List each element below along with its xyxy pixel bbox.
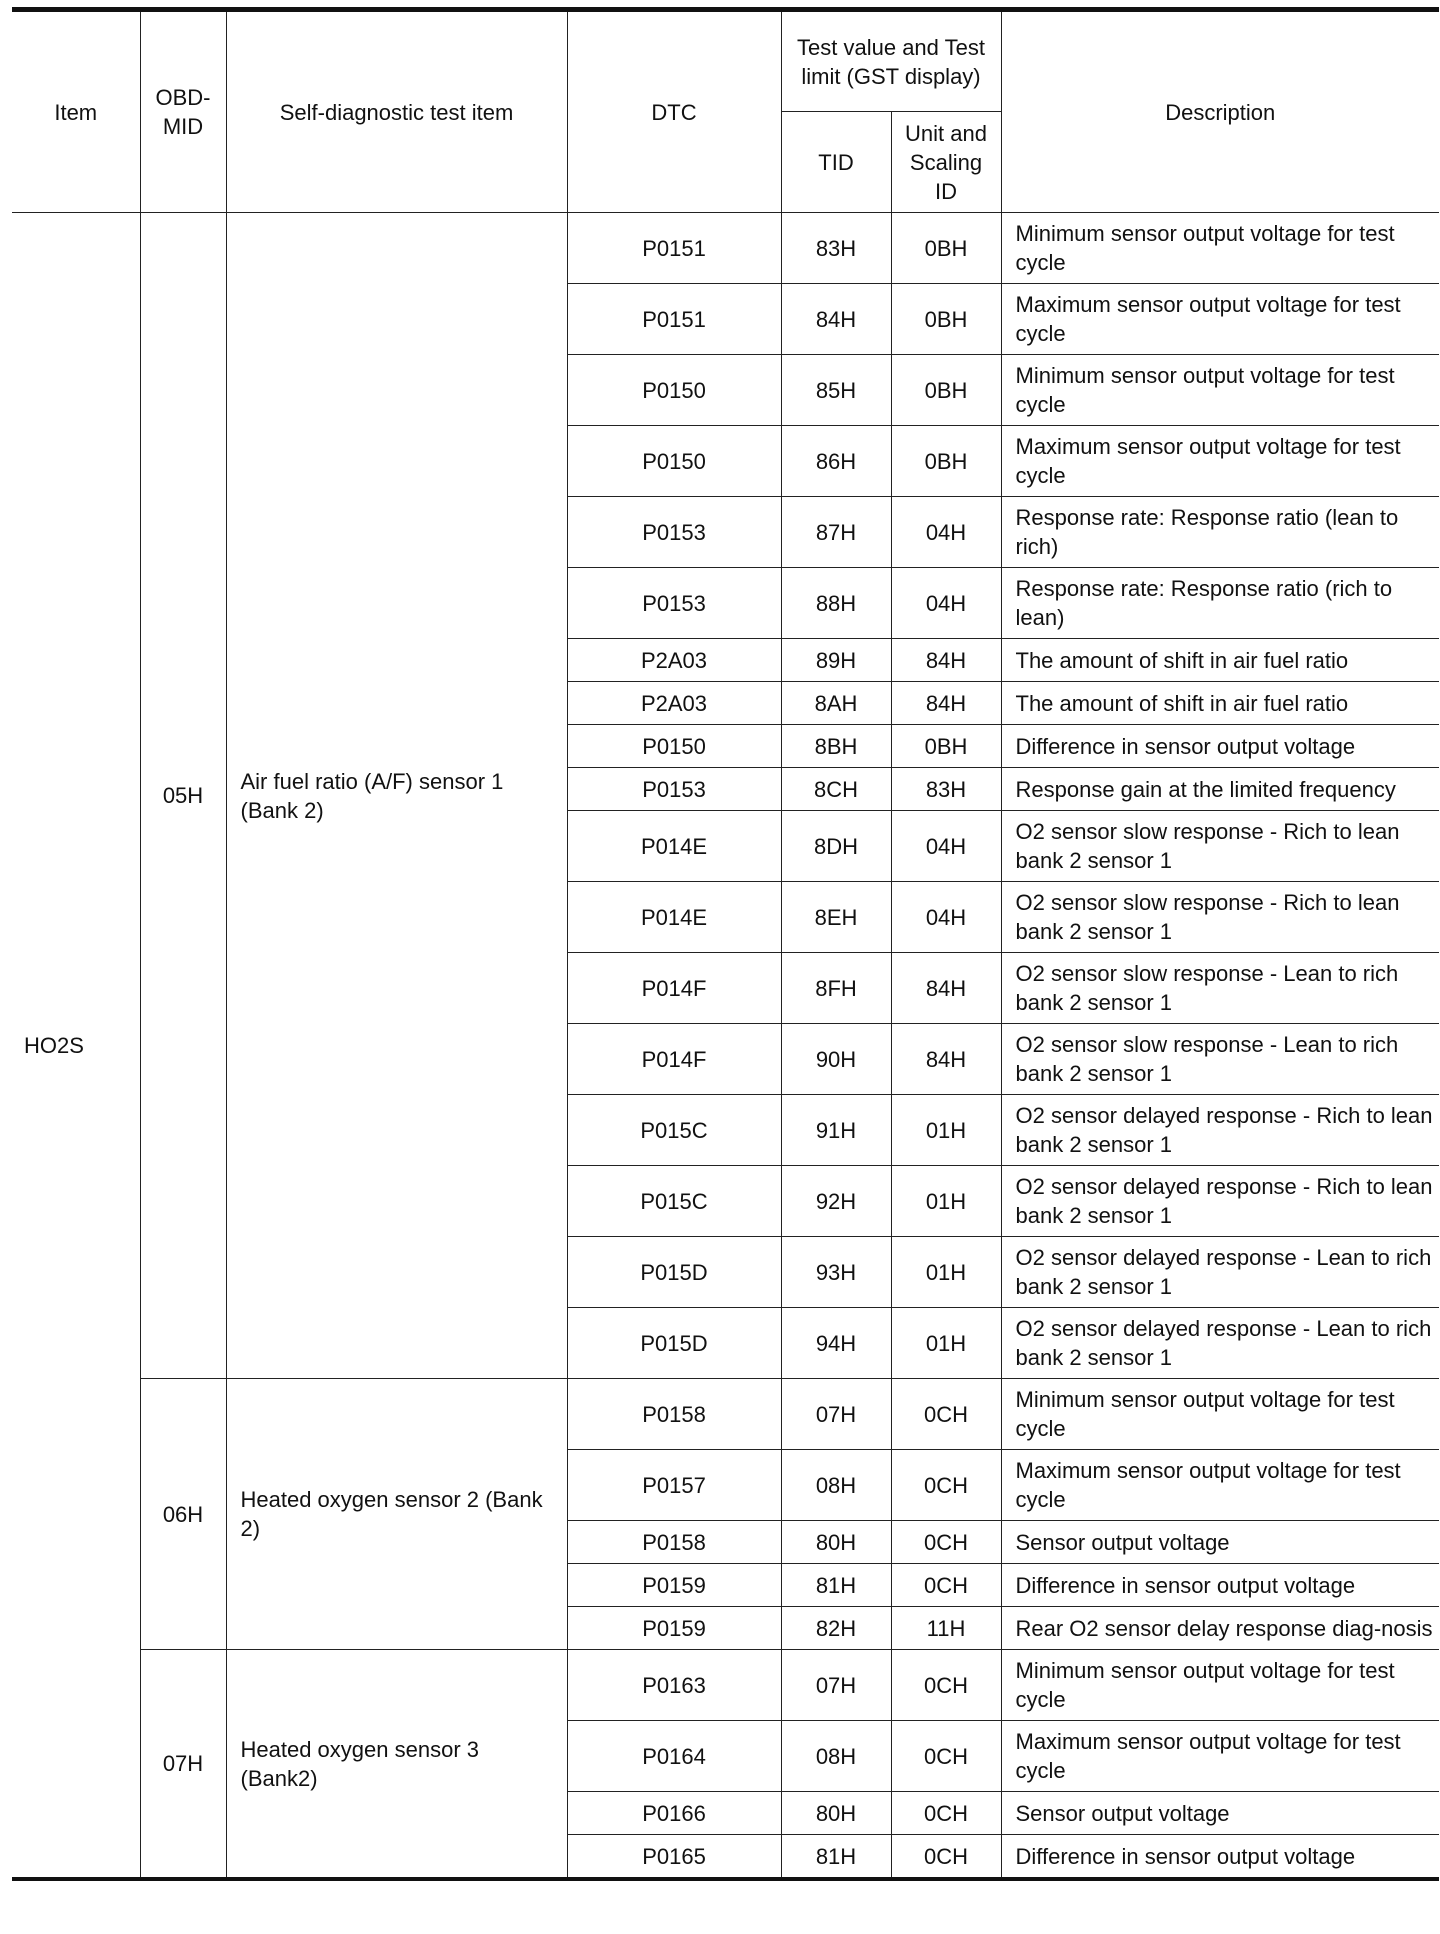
description-cell: Maximum sensor output voltage for test cycle [1001, 284, 1439, 355]
unit-scaling-cell: 84H [891, 1024, 1001, 1095]
dtc-cell: P015D [567, 1308, 781, 1379]
dtc-cell: P0151 [567, 213, 781, 284]
description-cell: Maximum sensor output voltage for test cycle [1001, 1721, 1439, 1792]
tid-cell: 8BH [781, 725, 891, 768]
obd-mid-cell: 05H [140, 213, 226, 1379]
dtc-cell: P0150 [567, 725, 781, 768]
unit-scaling-cell: 01H [891, 1237, 1001, 1308]
tid-cell: 84H [781, 284, 891, 355]
description-cell: O2 sensor delayed response - Rich to lean bank 2 sensor 1 [1001, 1095, 1439, 1166]
tid-cell: 8EH [781, 882, 891, 953]
dtc-cell: P0150 [567, 426, 781, 497]
description-cell: The amount of shift in air fuel ratio [1001, 682, 1439, 725]
tid-cell: 80H [781, 1792, 891, 1835]
dtc-cell: P0153 [567, 768, 781, 811]
unit-scaling-cell: 04H [891, 811, 1001, 882]
description-cell: Sensor output voltage [1001, 1792, 1439, 1835]
description-cell: Sensor output voltage [1001, 1521, 1439, 1564]
unit-scaling-cell: 04H [891, 568, 1001, 639]
header-tid: TID [781, 112, 891, 213]
description-cell: Minimum sensor output voltage for test cycle [1001, 1650, 1439, 1721]
description-cell: Rear O2 sensor delay response diag-nosis [1001, 1607, 1439, 1650]
test-item-cell: Heated oxygen sensor 2 (Bank 2) [226, 1379, 567, 1650]
description-cell: O2 sensor slow response - Lean to rich bank 2 sensor 1 [1001, 1024, 1439, 1095]
tid-cell: 92H [781, 1166, 891, 1237]
table-header [12, 10, 1439, 213]
test-item-cell: Heated oxygen sensor 3 (Bank2) [226, 1650, 567, 1880]
item-cell: HO2S [12, 213, 140, 1880]
unit-scaling-cell: 01H [891, 1095, 1001, 1166]
dtc-cell: P014E [567, 811, 781, 882]
dtc-cell: P0151 [567, 284, 781, 355]
tid-cell: 08H [781, 1450, 891, 1521]
dtc-cell: P0163 [567, 1650, 781, 1721]
tid-cell: 82H [781, 1607, 891, 1650]
dtc-cell: P2A03 [567, 682, 781, 725]
tid-cell: 88H [781, 568, 891, 639]
unit-scaling-cell: 0CH [891, 1792, 1001, 1835]
description-cell: The amount of shift in air fuel ratio [1001, 639, 1439, 682]
dtc-cell: P015C [567, 1095, 781, 1166]
tid-cell: 07H [781, 1379, 891, 1450]
dtc-cell: P015C [567, 1166, 781, 1237]
header-item: Item [12, 10, 140, 213]
unit-scaling-cell: 0BH [891, 725, 1001, 768]
unit-scaling-cell: 83H [891, 768, 1001, 811]
unit-scaling-cell: 0CH [891, 1564, 1001, 1607]
obd-mid-cell: 07H [140, 1650, 226, 1880]
tid-cell: 83H [781, 213, 891, 284]
dtc-cell: P0159 [567, 1564, 781, 1607]
tid-cell: 91H [781, 1095, 891, 1166]
dtc-cell: P015D [567, 1237, 781, 1308]
unit-scaling-cell: 0BH [891, 213, 1001, 284]
tid-cell: 87H [781, 497, 891, 568]
header-unit-scaling: Unit and Scaling ID [891, 112, 1001, 213]
description-cell: Minimum sensor output voltage for test cycle [1001, 213, 1439, 284]
description-cell: Maximum sensor output voltage for test cycle [1001, 1450, 1439, 1521]
unit-scaling-cell: 0CH [891, 1835, 1001, 1880]
description-cell: Difference in sensor output voltage [1001, 725, 1439, 768]
dtc-cell: P0150 [567, 355, 781, 426]
description-cell: Difference in sensor output voltage [1001, 1564, 1439, 1607]
tid-cell: 8CH [781, 768, 891, 811]
dtc-cell: P014F [567, 1024, 781, 1095]
tid-cell: 81H [781, 1564, 891, 1607]
tid-cell: 8DH [781, 811, 891, 882]
tid-cell: 8FH [781, 953, 891, 1024]
dtc-cell: P0153 [567, 497, 781, 568]
dtc-cell: P0158 [567, 1379, 781, 1450]
tid-cell: 85H [781, 355, 891, 426]
description-cell: O2 sensor slow response - Rich to lean bank 2 sensor 1 [1001, 811, 1439, 882]
tid-cell: 8AH [781, 682, 891, 725]
description-cell: O2 sensor delayed response - Rich to lean bank 2 sensor 1 [1001, 1166, 1439, 1237]
unit-scaling-cell: 01H [891, 1308, 1001, 1379]
header-test-value: Test value and Test limit (GST display) [781, 10, 1001, 112]
unit-scaling-cell: 04H [891, 882, 1001, 953]
description-cell: Minimum sensor output voltage for test cycle [1001, 1379, 1439, 1450]
obd-test-table [12, 7, 1439, 1881]
description-cell: O2 sensor slow response - Lean to rich bank 2 sensor 1 [1001, 953, 1439, 1024]
unit-scaling-cell: 84H [891, 639, 1001, 682]
dtc-cell: P014F [567, 953, 781, 1024]
description-cell: Maximum sensor output voltage for test cycle [1001, 426, 1439, 497]
tid-cell: 07H [781, 1650, 891, 1721]
header-test-item: Self-diagnostic test item [226, 10, 567, 213]
table-row [12, 213, 1439, 284]
unit-scaling-cell: 84H [891, 682, 1001, 725]
dtc-cell: P0166 [567, 1792, 781, 1835]
unit-scaling-cell: 01H [891, 1166, 1001, 1237]
tid-cell: 08H [781, 1721, 891, 1792]
header-dtc: DTC [567, 10, 781, 213]
tid-cell: 81H [781, 1835, 891, 1880]
description-cell: O2 sensor slow response - Rich to lean bank 2 sensor 1 [1001, 882, 1439, 953]
tid-cell: 93H [781, 1237, 891, 1308]
dtc-cell: P2A03 [567, 639, 781, 682]
tid-cell: 94H [781, 1308, 891, 1379]
description-cell: Minimum sensor output voltage for test cycle [1001, 355, 1439, 426]
table-body [12, 213, 1439, 1880]
unit-scaling-cell: 0BH [891, 426, 1001, 497]
unit-scaling-cell: 11H [891, 1607, 1001, 1650]
tid-cell: 86H [781, 426, 891, 497]
unit-scaling-cell: 0BH [891, 355, 1001, 426]
tid-cell: 89H [781, 639, 891, 682]
description-cell: Response rate: Response ratio (rich to lean) [1001, 568, 1439, 639]
unit-scaling-cell: 0CH [891, 1521, 1001, 1564]
obd-mid-cell: 06H [140, 1379, 226, 1650]
table-row [12, 1650, 1439, 1721]
dtc-cell: P0157 [567, 1450, 781, 1521]
unit-scaling-cell: 0BH [891, 284, 1001, 355]
unit-scaling-cell: 0CH [891, 1650, 1001, 1721]
dtc-cell: P0159 [567, 1607, 781, 1650]
description-cell: Difference in sensor output voltage [1001, 1835, 1439, 1880]
unit-scaling-cell: 84H [891, 953, 1001, 1024]
table-row [12, 1379, 1439, 1450]
document-page [12, 0, 1439, 1934]
description-cell: O2 sensor delayed response - Lean to rich bank 2 sensor 1 [1001, 1308, 1439, 1379]
tid-cell: 80H [781, 1521, 891, 1564]
dtc-cell: P0165 [567, 1835, 781, 1880]
test-item-cell: Air fuel ratio (A/F) sensor 1 (Bank 2) [226, 213, 567, 1379]
description-cell: O2 sensor delayed response - Lean to rich bank 2 sensor 1 [1001, 1237, 1439, 1308]
unit-scaling-cell: 0CH [891, 1450, 1001, 1521]
header-description: Description [1001, 10, 1439, 213]
dtc-cell: P0153 [567, 568, 781, 639]
description-cell: Response gain at the limited frequency [1001, 768, 1439, 811]
header-obd-mid: OBD-MID [140, 10, 226, 213]
unit-scaling-cell: 0CH [891, 1721, 1001, 1792]
unit-scaling-cell: 04H [891, 497, 1001, 568]
unit-scaling-cell: 0CH [891, 1379, 1001, 1450]
description-cell: Response rate: Response ratio (lean to rich) [1001, 497, 1439, 568]
dtc-cell: P014E [567, 882, 781, 953]
dtc-cell: P0164 [567, 1721, 781, 1792]
dtc-cell: P0158 [567, 1521, 781, 1564]
tid-cell: 90H [781, 1024, 891, 1095]
